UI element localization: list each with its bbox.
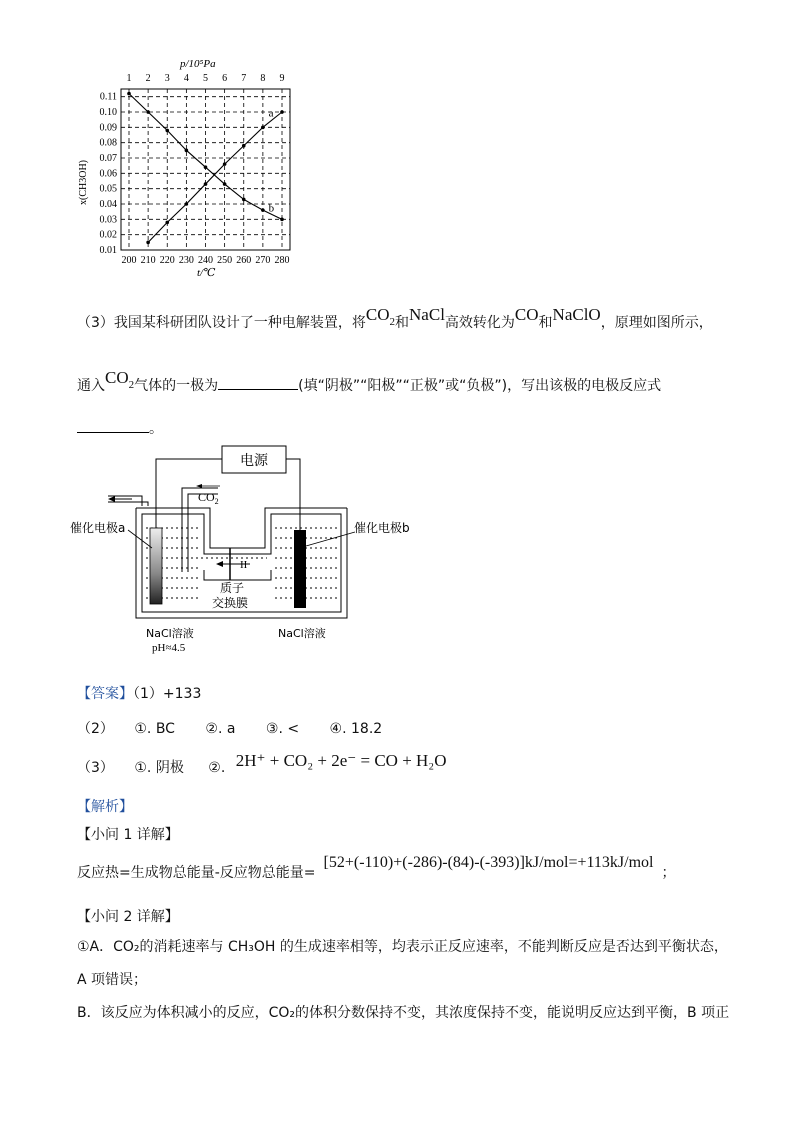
data-point-b [185, 149, 189, 153]
data-point-b [261, 208, 265, 212]
answer-line-2: （2） ①. BC ②. a ③. < ④. 18.2 [77, 721, 383, 737]
sub1-heading: 【小问 1 详解】 [77, 827, 179, 843]
top-tick-label: 2 [145, 73, 151, 84]
chart-top-label: p/10⁵Pa [180, 58, 216, 70]
x-tick-label: 250 [217, 255, 233, 266]
sub1-formula: [52+(-110)+(-286)-(84)-(-393)]kJ/mol=+113kJ/mol [323, 854, 654, 871]
top-tick-label: 9 [279, 73, 285, 84]
analysis-para-1: ①A．CO₂的消耗速率与 CH₃OH 的生成速率相等，均表示正反应速率，不能判断反应是否达到平衡状态， [77, 939, 728, 955]
data-point-a [146, 241, 150, 245]
data-point-a [261, 126, 265, 130]
data-point-b [165, 129, 169, 133]
data-point-b [280, 218, 284, 222]
series-label-b: b [268, 202, 275, 215]
data-point-a [185, 202, 189, 206]
power-label: 电源 [240, 453, 268, 469]
x-tick-label: 200 [121, 255, 137, 266]
left-ph-label: pH≈4.5 [152, 642, 186, 654]
answer-blank-1[interactable] [218, 375, 298, 390]
wire-right [286, 459, 300, 530]
answer-tag: 【答案】 [77, 686, 133, 702]
data-point-b [223, 182, 227, 186]
analysis-para-3: B．该反应为体积减小的反应，CO₂的体积分数保持不变，其浓度保持不变，能说明反应达到平衡，B 项正 [77, 1005, 730, 1021]
y-tick-label: 0.10 [99, 107, 117, 118]
x-tick-label: 220 [159, 255, 175, 266]
analysis-para-2: A 项错误； [77, 972, 148, 988]
y-tick-label: 0.02 [99, 229, 117, 241]
electrode-b [294, 530, 306, 608]
co2-inlet-label: $CO_2$ [198, 490, 219, 506]
x-tick-label: 260 [236, 255, 252, 266]
y-tick-label: 0.03 [99, 214, 117, 226]
data-point-a [204, 182, 208, 186]
membrane-label-1: 质子 [220, 581, 245, 595]
answer-line-3: （3） ①. 阴极 ②. 2H⁺ + CO₂ + 2e⁻ = CO + H₂O [77, 751, 447, 776]
x-tick-label: 280 [274, 255, 290, 266]
answer-line-1: 【答案】（1）+133 [77, 686, 202, 702]
x-tick-label: 240 [198, 255, 213, 266]
data-point-a [280, 110, 284, 114]
y-tick-label: 0.04 [99, 199, 117, 210]
electrolysis-diagram [70, 440, 470, 660]
electrode-a [150, 528, 162, 604]
q3-line-2: 通入$CO_2$气体的一极为 (填“阴极”“阳极”“正极”或“负极”)，写出该极的电极反应式 [77, 368, 662, 394]
answer-equation: 2H⁺ + CO₂ + 2e⁻ = CO + H₂O [235, 751, 447, 770]
q3-line-1: （3）我国某科研团队设计了一种电解装置，将$CO_2$和NaCl高效转化为CO和NaClO，原理如图所示， [77, 305, 713, 331]
top-tick-label: 3 [164, 73, 170, 84]
sub1-line: 反应热=生成物总能量-反应物总能量=[52+(-110)+(-286)-(84)-(-393)]kJ/mol=+113kJ/mol； [77, 854, 676, 881]
analysis-tag: 【解析】 [77, 799, 133, 815]
data-point-b [242, 198, 246, 202]
x-tick-label: 230 [178, 255, 194, 266]
top-tick-label: 8 [260, 73, 266, 84]
data-point-b [146, 110, 150, 114]
data-point-a [165, 221, 169, 225]
y-tick-label: 0.01 [99, 245, 117, 256]
y-tick-label: 0.06 [99, 168, 117, 180]
answer-blank-2[interactable] [77, 418, 149, 433]
data-point-a [242, 144, 246, 148]
x-tick-label: 270 [255, 255, 271, 266]
membrane-label-2: 交换膜 [212, 596, 249, 610]
chart [70, 55, 310, 285]
y-tick-label: 0.05 [99, 183, 117, 195]
left-solution-label: NaCl溶液 [146, 627, 194, 640]
y-tick-label: 0.07 [99, 153, 117, 164]
y-tick-label: 0.08 [99, 137, 117, 149]
electrode-a-label: 催化电极a [70, 521, 126, 535]
chart-y-label: x(CH3OH) [78, 160, 89, 205]
right-solution-label: NaCl溶液 [278, 627, 326, 640]
top-tick-label: 7 [241, 73, 247, 84]
data-point-b [127, 92, 131, 96]
top-tick-label: 6 [222, 73, 228, 84]
data-point-b [204, 165, 208, 169]
top-tick-label: 1 [126, 73, 132, 84]
data-point-a [223, 162, 227, 166]
q3-line-3: 。 [77, 418, 163, 438]
sub2-heading: 【小问 2 详解】 [77, 909, 179, 925]
top-tick-label: 5 [203, 73, 208, 84]
ion-label: II [240, 559, 248, 571]
y-tick-label: 0.11 [99, 91, 117, 103]
y-tick-label: 0.09 [99, 122, 117, 134]
x-tick-label: 210 [140, 255, 156, 266]
electrode-b-label: 催化电极b [354, 521, 410, 535]
series-label-a: a [268, 107, 274, 120]
chart-bottom-label: t/℃ [197, 267, 216, 279]
top-tick-label: 4 [183, 73, 189, 84]
